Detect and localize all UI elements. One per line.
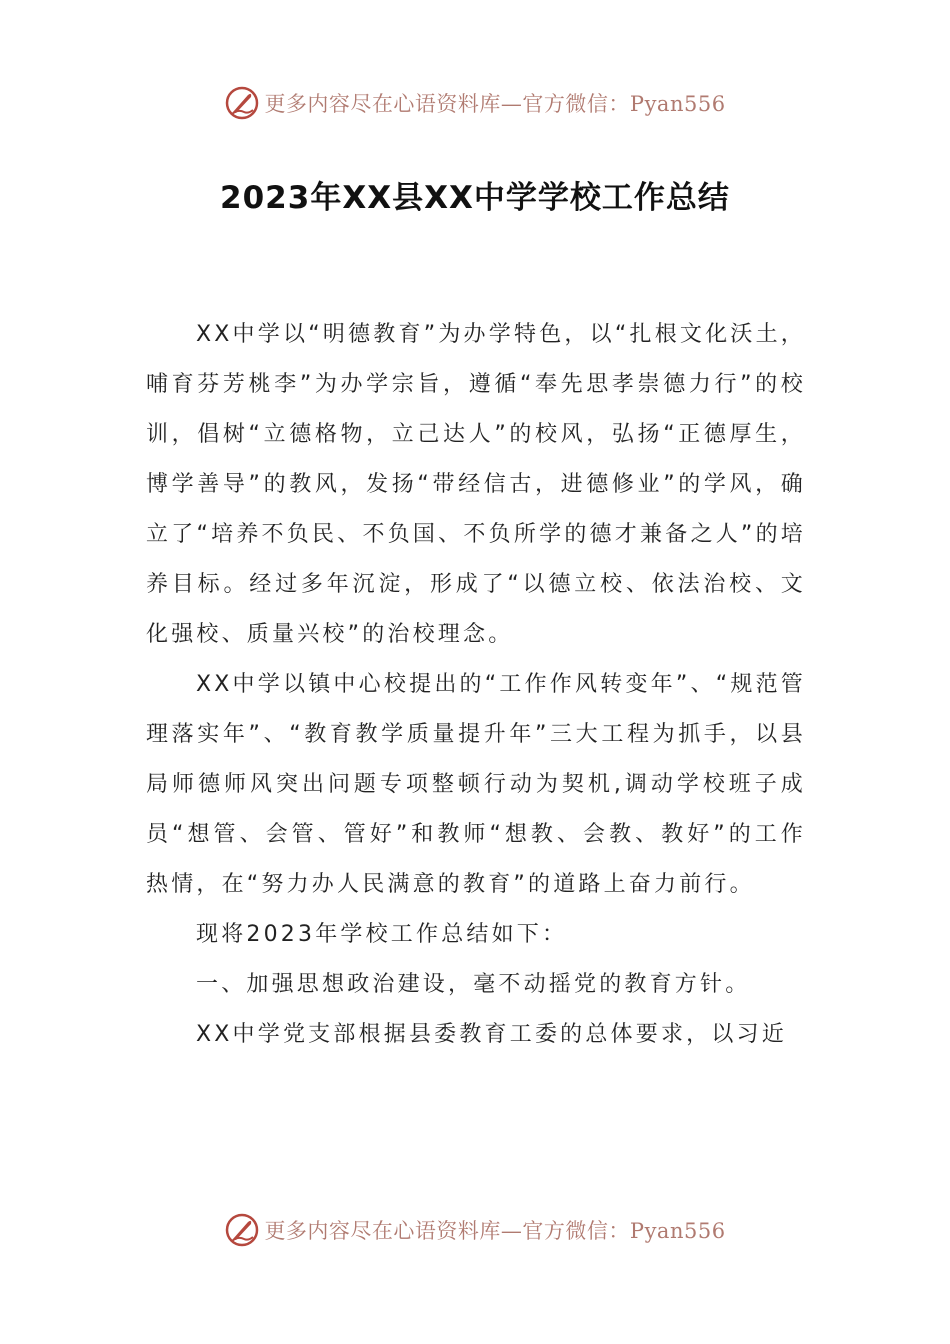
paragraph: XX中学党支部根据县委教育工委的总体要求，以习近 bbox=[196, 1022, 787, 1047]
section-heading: 一、加强思想政治建设，毫不动摇党的教育方针。 bbox=[196, 972, 751, 997]
paragraph: XX中学以镇中心校提出的“工作作风转变年”、“规范管理落实年”、“教育教学质量提升年”三大工程为抓手，以县局师德师风突出问题专项整顿行动为契机,调动学校班子成员“想管、会管、管好”和教师“想教、会教、教好”的工作热情，在“努力办人民满意的教育”的道路上奋力前行。 bbox=[146, 672, 806, 897]
quill-pen-logo-icon bbox=[224, 85, 260, 121]
quill-pen-logo-icon bbox=[224, 1212, 260, 1248]
document-body bbox=[146, 310, 806, 1060]
watermark-text: 更多内容尽在心语资料库—官方微信：Pyan556 bbox=[264, 92, 726, 116]
paragraph: XX中学以“明德教育”为办学特色，以“扎根文化沃土，哺育芬芳桃李”为办学宗旨，遵循“奉先思孝崇德力行”的校训，倡树“立德格物，立己达人”的校风，弘扬“正德厚生，博学善导”的教风，发扬“带经信古，进德修业”的学风，确立了“培养不负民、不负国、不负所学的德才兼备之人”的培养目标。经过多年沉淀，形成了“以德立校、依法治校、文化强校、质量兴校”的治校理念。 bbox=[146, 322, 806, 647]
document-title: 2023年XX县XX中学学校工作总结 bbox=[220, 180, 730, 216]
paragraph: 现将2023年学校工作总结如下： bbox=[196, 922, 568, 947]
watermark-text: 更多内容尽在心语资料库—官方微信：Pyan556 bbox=[264, 1219, 726, 1243]
header-watermark bbox=[0, 83, 950, 123]
footer-watermark bbox=[0, 1210, 950, 1250]
